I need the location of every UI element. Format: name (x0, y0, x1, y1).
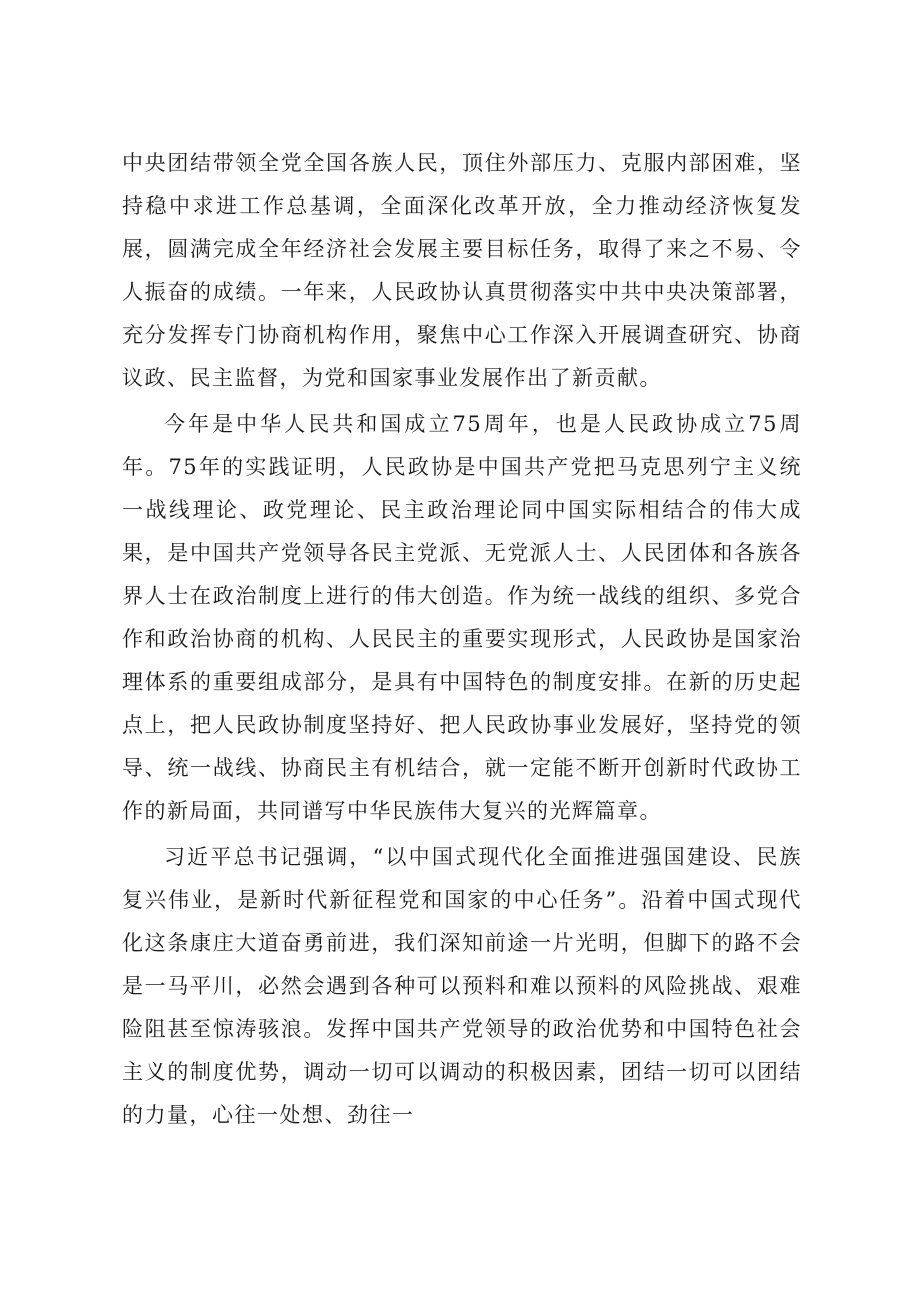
paragraph-1: 中央团结带领全党全国各族人民，顶住外部压力、克服内部困难，坚持稳中求进工作总基调，全面深化改革开放，全力推动经济恢复发展，圆满完成全年经济社会发展主要目标任务，取得了来之不易、令人振奋的成绩。一年来，人民政协认真贯彻落实中共中央决策部署，充分发挥专门协商机构作用，聚焦中心工作深入开展调查研究、协商议政、民主监督，为党和国家事业发展作出了新贡献。 (122, 151, 802, 390)
paragraph-3: 习近平总书记强调，“以中国式现代化全面推进强国建设、民族复兴伟业，是新时代新征程党和国家的中心任务”。沿着中国式现代化这条康庄大道奋勇前进，我们深知前途一片光明，但脚下的路不会是一马平川，必然会遇到各种可以预料和难以预料的风险挑战、艰难险阻甚至惊涛骇浪。发挥中国共产党领导的政治优势和中国特色社会主义的制度优势，调动一切可以调动的积极因素，团结一切可以团结的力量，心往一处想、劲往一 (122, 845, 802, 1127)
document-body (122, 142, 802, 1137)
paragraph-2: 今年是中华人民共和国成立75周年，也是人民政协成立75周年。75年的实践证明，人民政协是中国共产党把马克思列宁主义统一战线理论、政党理论、民主政治理论同中国实际相结合的伟大成果，是中国共产党领导各民主党派、无党派人士、人民团体和各族各界人士在政治制度上进行的伟大创造。作为统一战线的组织、多党合作和政治协商的机构、人民民主的重要实现形式，人民政协是国家治理体系的重要组成部分，是具有中国特色的制度安排。在新的历史起点上，把人民政协制度坚持好、把人民政协事业发展好，坚持党的领导、统一战线、协商民主有机结合，就一定能不断开创新时代政协工作的新局面，共同谱写中华民族伟大复兴的光辉篇章。 (122, 412, 802, 823)
